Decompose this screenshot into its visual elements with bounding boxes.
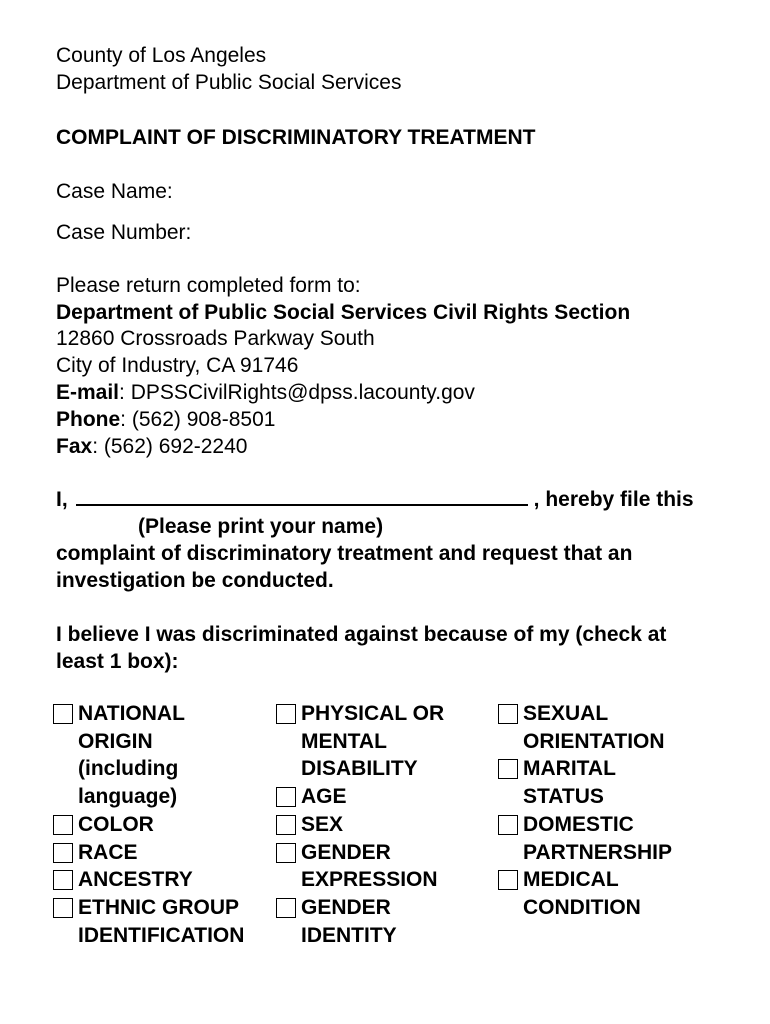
phone-value: : (562) 908-8501 <box>120 408 276 431</box>
checkbox-item[interactable] <box>277 839 444 894</box>
checkbox-label: COLOR <box>78 812 154 836</box>
checkbox-item[interactable] <box>499 700 672 755</box>
return-intro: Please return completed form to: <box>56 274 361 297</box>
return-email <box>56 379 475 406</box>
return-org: Department of Public Social Services Civil Rights Section <box>56 301 631 324</box>
checkbox-item[interactable] <box>54 866 244 894</box>
statement-line1 <box>56 486 694 513</box>
checkbox-label: AGE <box>301 785 347 809</box>
checkbox-label: DOMESTIC PARTNERSHIP <box>523 812 672 864</box>
fax-label: Fax <box>56 435 93 458</box>
checkbox[interactable] <box>276 815 296 835</box>
checkbox-item[interactable] <box>54 811 244 839</box>
checkbox[interactable] <box>53 870 73 890</box>
checkbox-item[interactable] <box>499 811 672 866</box>
statement-suffix: , hereby file this <box>533 488 694 511</box>
checkbox[interactable] <box>276 898 296 918</box>
checkbox-item[interactable] <box>54 894 244 949</box>
checkbox-label: ETHNIC GROUP IDENTIFICATION <box>78 895 245 947</box>
checkbox-item[interactable] <box>54 839 244 867</box>
checkbox[interactable] <box>498 704 518 724</box>
checkbox-item[interactable] <box>499 755 672 810</box>
case-number-label: Case Number: <box>56 221 192 244</box>
checkbox-label: GENDER EXPRESSION <box>301 840 438 892</box>
print-name-hint: (Please print your name) <box>138 515 384 538</box>
checkbox-label: ANCESTRY <box>78 868 193 892</box>
checkbox-column-1 <box>54 700 244 949</box>
checkbox-label: MARITAL STATUS <box>523 757 616 809</box>
phone-label: Phone <box>56 408 121 431</box>
checkbox-label: MEDICAL CONDITION <box>523 868 641 919</box>
checkbox-item[interactable] <box>499 866 672 921</box>
checkbox-label: NATIONAL ORIGIN (including language) <box>78 702 185 809</box>
checkbox[interactable] <box>53 898 73 918</box>
checkbox[interactable] <box>276 787 296 807</box>
checkbox-label: PHYSICAL OR MENTAL DISABILITY <box>301 702 445 781</box>
checkbox[interactable] <box>498 759 518 779</box>
checkbox-item[interactable] <box>277 811 444 839</box>
form-title: COMPLAINT OF DISCRIMINATORY TREATMENT <box>56 126 536 149</box>
return-phone <box>56 406 275 433</box>
checkbox-item[interactable] <box>54 700 244 811</box>
checkbox-label: GENDER IDENTITY <box>301 895 397 947</box>
checkbox-item[interactable] <box>277 783 444 811</box>
checkbox[interactable] <box>498 870 518 890</box>
checkbox[interactable] <box>276 843 296 863</box>
return-fax <box>56 433 247 460</box>
agency-county: County of Los Angeles <box>56 44 267 67</box>
checkbox-column-3 <box>499 700 672 922</box>
checkbox-item[interactable] <box>277 700 444 783</box>
name-blank-line[interactable] <box>76 486 528 506</box>
return-street: 12860 Crossroads Parkway South <box>56 327 375 350</box>
checkbox-item[interactable] <box>277 894 444 949</box>
belief-line1: I believe I was discriminated against because of my (check at <box>56 623 667 646</box>
agency-department: Department of Public Social Services <box>56 71 402 94</box>
checkbox-column-2 <box>277 700 444 949</box>
email-value: : DPSSCivilRights@dpss.lacounty.gov <box>119 381 475 404</box>
checkbox[interactable] <box>53 843 73 863</box>
checkbox[interactable] <box>53 815 73 835</box>
return-city: City of Industry, CA 91746 <box>56 354 299 377</box>
checkbox[interactable] <box>53 704 73 724</box>
belief-line2: least 1 box): <box>56 650 179 673</box>
checkbox[interactable] <box>276 704 296 724</box>
checkbox[interactable] <box>498 815 518 835</box>
case-name-label: Case Name: <box>56 180 173 203</box>
email-label: E-mail <box>56 381 120 404</box>
checkbox-label: SEXUAL ORIENTATION <box>523 702 665 753</box>
checkbox-label: SEX <box>301 812 344 836</box>
statement-line3: investigation be conducted. <box>56 569 334 592</box>
statement-line2: complaint of discriminatory treatment and request that an <box>56 542 633 565</box>
checkbox-label: RACE <box>78 840 138 864</box>
fax-value: : (562) 692-2240 <box>92 435 248 458</box>
statement-prefix: I, <box>56 488 68 511</box>
